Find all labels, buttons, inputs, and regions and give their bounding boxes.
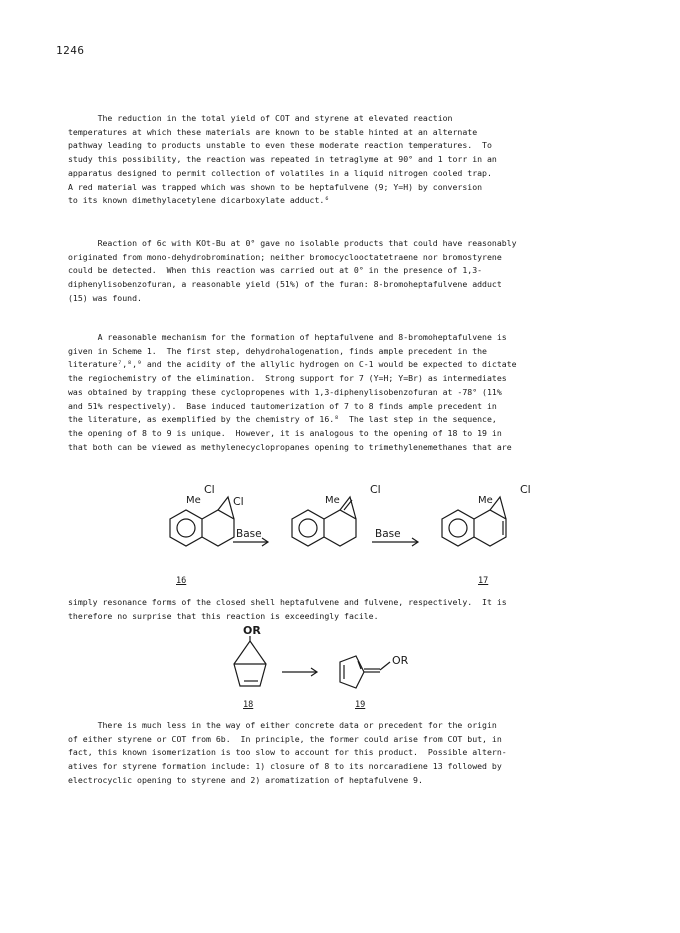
or-label-19: OR xyxy=(392,654,409,667)
cl-label-16-side: Cl xyxy=(233,495,244,508)
molecule-16 xyxy=(170,497,234,546)
paragraph-mechanism: A reasonable mechanism for the formation of heptafulvene and 8-bromoheptafulvene is given in Scheme 1. The first step, dehydrohalogenation, finds ample precedent in the literature⁷,⁸,⁹ and the acidity of the allylic hydrogen on C-1 would be expected to dictate the regiochemistry of the elimination. Strong support for 7 (Y=H; Y=Br) as intermediates was obtained by trapping these cyclopropenes with 1,3-diphenylisobenzofuran at -78° (11% and 51% respectively). Base induced tautomerization of 7 to 8 finds ample precedent in the literature, as exemplified by the chemistry of 16.⁸ The last step in the sequence, the opening of 8 to 9 is unique. However, it is analogous to the opening of 18 to 19 in that both can be viewed as methylenecyclopropanes opening to trimethylenemethanes that are xyxy=(68,332,517,452)
paragraph-resonance: simply resonance forms of the closed shell heptafulvene and fulvene, respectively. It is therefore no surprise that this reaction is exceedingly facile. xyxy=(68,597,507,621)
cl-label-17: Cl xyxy=(520,483,531,496)
base-label-1: Base xyxy=(236,528,262,540)
molecule-18 xyxy=(234,636,266,686)
scheme-2-structures xyxy=(0,624,680,704)
molecule-17 xyxy=(442,497,506,546)
base-label-2: Base xyxy=(375,528,401,540)
page-number: 1246 xyxy=(56,44,85,57)
compound-label-18: 18 xyxy=(243,700,254,710)
compound-label-19: 19 xyxy=(355,700,366,710)
paragraph-reaction-6c: Reaction of 6c with KOt-Bu at 0° gave no isolable products that could have reasonably originated from mono-dehydrobromination; neither bromocyclooctatetraene nor bromostyrene could be detected. When this reaction was carried out at 0° in the presence of 1,3- diphenylisobenzofuran, a reasonable yield (51%) of the furan: 8-bromoheptafulvene adduct (15) was found. xyxy=(68,238,517,303)
compound-label-17: 17 xyxy=(478,576,489,586)
paragraph-cot-styrene-yield: The reduction in the total yield of COT and styrene at elevated reaction temperatures at which these materials are known to be stable hinted at an alternate pathway leading to products unstable to even these moderate reaction temperatures. To study this possibility, the reaction was repeated in tetraglyme at 90° and 1 torr in an apparatus designed to permit collection of volatiles in a liquid nitrogen cooled trap. A red material was trapped which was shown to be heptafulvene (9; Y=H) by conversion to its known dimethylacetylene dicarboxylate adduct.⁶ xyxy=(68,113,497,206)
me-label-intermediate: Me xyxy=(325,495,340,506)
molecule-19 xyxy=(340,656,390,688)
cl-label-16-top: Cl xyxy=(204,483,215,496)
scheme-1-structures xyxy=(0,483,680,583)
or-label-18: OR xyxy=(243,624,261,637)
me-label-17: Me xyxy=(478,495,493,506)
compound-label-16: 16 xyxy=(176,576,187,586)
molecule-intermediate xyxy=(292,497,356,546)
paragraph-styrene-origin: There is much less in the way of either concrete data or precedent for the origin of either styrene or COT from 6b. In principle, the former could arise from COT but, in fact, this known isomerization is too slow to account for this product. Possible altern- atives for styrene formation include: 1) closure of 8 to its norcaradiene 13 followed by electrocyclic opening to styrene and 2) aromatization of heptafulvene 9. xyxy=(68,720,507,785)
me-label-16: Me xyxy=(186,495,201,506)
cl-label-intermediate: Cl xyxy=(370,483,381,496)
